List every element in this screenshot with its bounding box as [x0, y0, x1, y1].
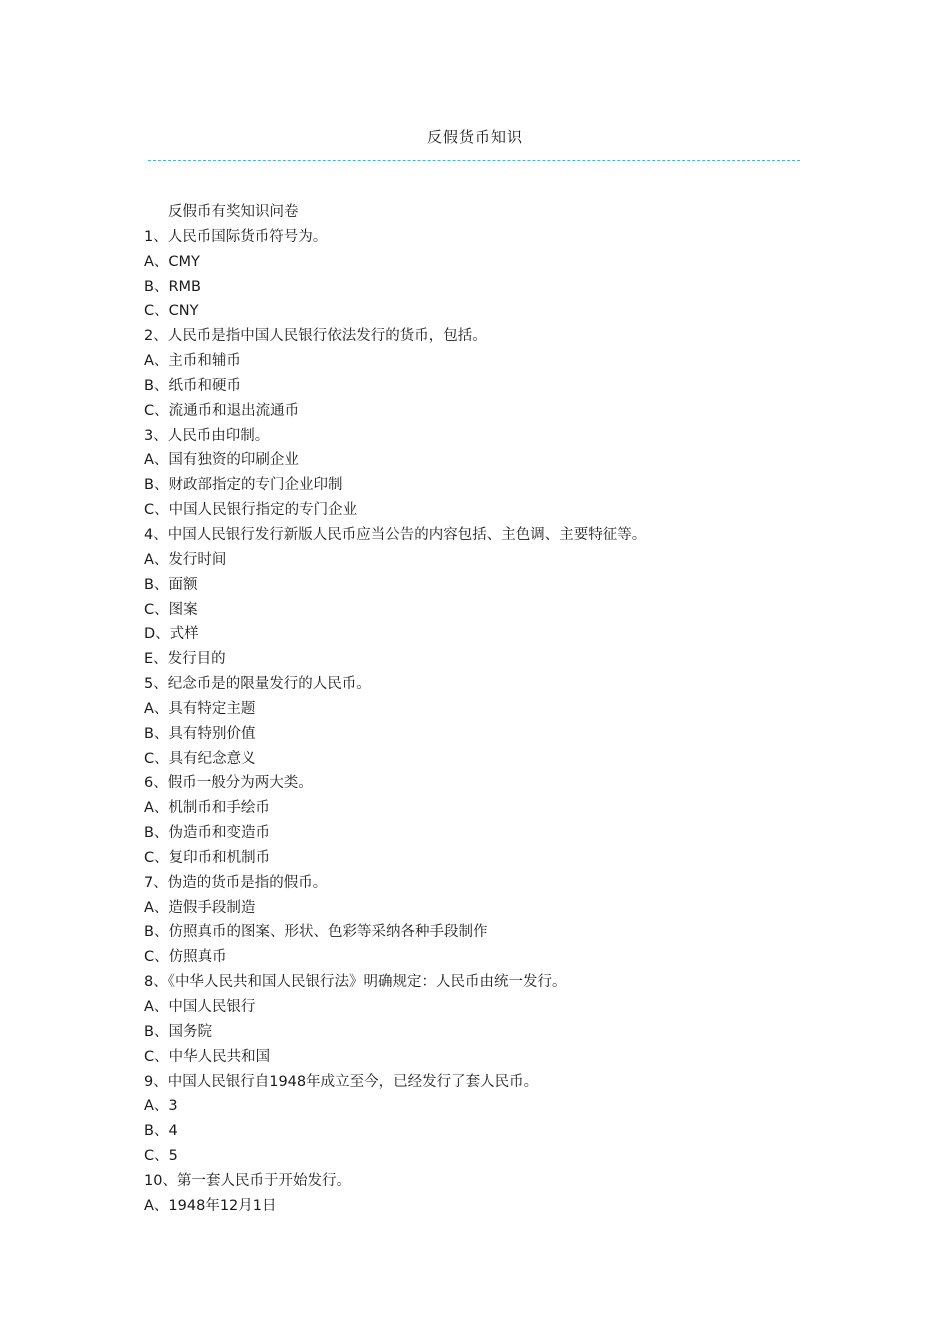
option-line: A、机制币和手绘币 [144, 800, 270, 817]
title-divider [148, 160, 800, 161]
question-line: 6、假币一般分为两大类。 [144, 775, 313, 792]
option-line: C、图案 [144, 601, 198, 618]
option-line: C、中华人民共和国 [144, 1048, 271, 1065]
option-line: C、5 [144, 1148, 178, 1165]
question-line: 3、人民币由印制。 [144, 427, 270, 444]
option-line: B、财政部指定的专门企业印制 [144, 477, 343, 494]
question-line: 1、人民币国际货币符号为。 [144, 228, 328, 245]
option-line: B、RMB [144, 278, 201, 295]
option-line: A、具有特定主题 [144, 700, 256, 717]
option-line: A、1948年12月1日 [144, 1197, 277, 1214]
question-line: 8、《中华人民共和国人民银行法》明确规定：人民币由统一发行。 [144, 974, 567, 991]
option-line: B、纸币和硬币 [144, 377, 241, 394]
option-line: B、伪造币和变造币 [144, 825, 270, 842]
option-line: C、CNY [144, 303, 199, 320]
option-line: A、发行时间 [144, 551, 227, 568]
document-body [144, 200, 824, 1219]
question-line: 2、人民币是指中国人民银行依法发行的货币，包括。 [144, 328, 487, 345]
option-line: C、仿照真币 [144, 949, 227, 966]
option-line: B、面额 [144, 576, 198, 593]
question-line: 5、纪念币是的限量发行的人民币。 [144, 676, 371, 693]
option-line: C、具有纪念意义 [144, 750, 256, 767]
question-line: 4、中国人民银行发行新版人民币应当公告的内容包括、主色调、主要特征等。 [144, 526, 647, 543]
option-line: B、仿照真币的图案、形状、色彩等采纳各种手段制作 [144, 924, 488, 941]
option-line: B、国务院 [144, 1023, 212, 1040]
option-line: B、4 [144, 1123, 178, 1140]
option-line: C、中国人民银行指定的专门企业 [144, 502, 358, 519]
option-line: A、3 [144, 1098, 178, 1115]
document-title: 反假货币知识 [426, 128, 523, 146]
option-line: A、造假手段制造 [144, 899, 256, 916]
question-line: 7、伪造的货币是指的假币。 [144, 874, 328, 891]
option-line: A、主币和辅币 [144, 353, 241, 370]
option-line: C、复印币和机制币 [144, 849, 271, 866]
option-line: E、发行目的 [144, 651, 226, 668]
option-line: D、式样 [144, 626, 199, 643]
question-line: 9、中国人民银行自1948年成立至今，已经发行了套人民币。 [144, 1073, 539, 1090]
question-line: 10、第一套人民币于开始发行。 [144, 1172, 351, 1189]
option-line: C、流通币和退出流通币 [144, 402, 300, 419]
option-line: B、具有特别价值 [144, 725, 256, 742]
questionnaire-heading: 反假币有奖知识问卷 [168, 204, 299, 220]
option-line: A、CMY [144, 253, 200, 270]
option-line: A、国有独资的印刷企业 [144, 452, 299, 469]
option-line: A、中国人民银行 [144, 999, 256, 1015]
